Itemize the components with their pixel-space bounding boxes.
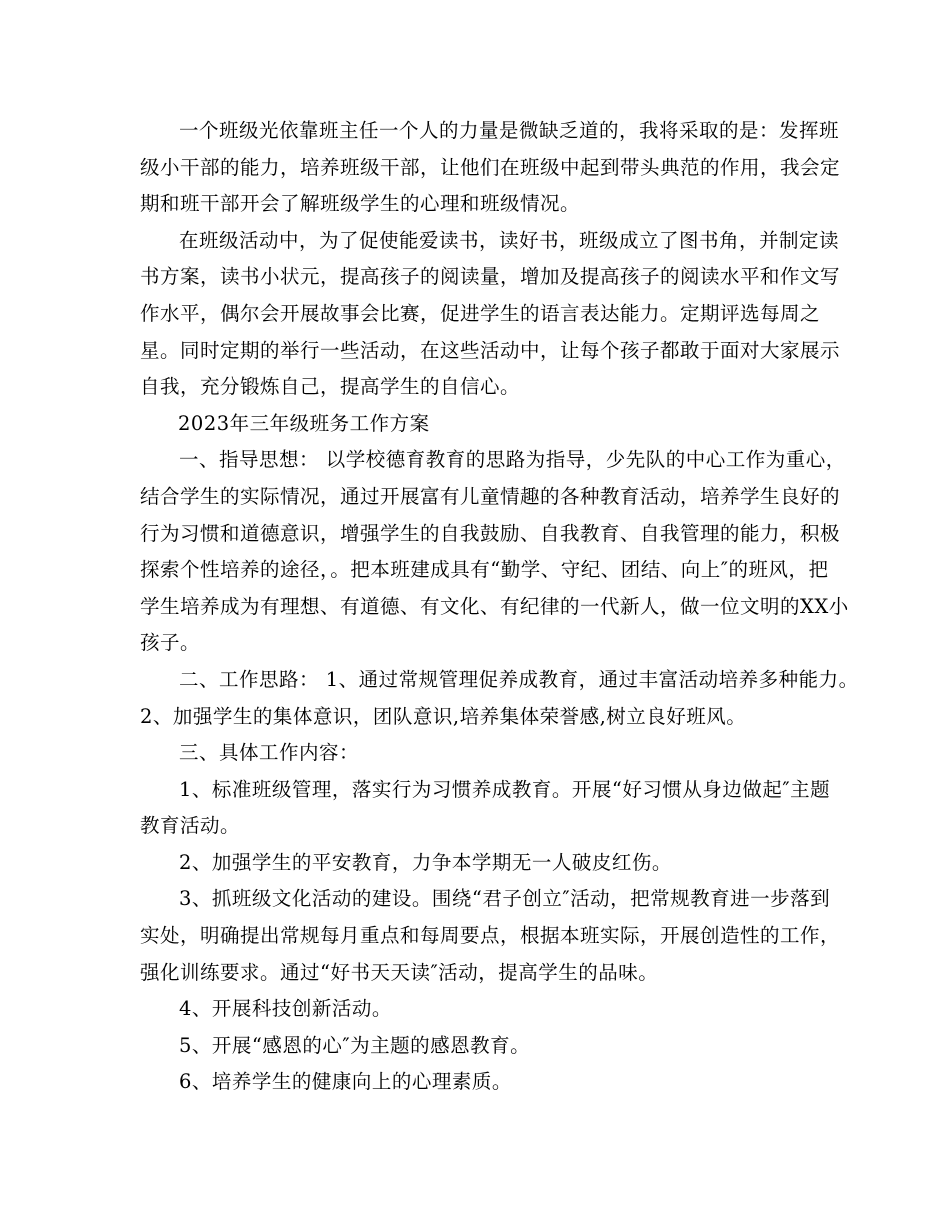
text-line: 级小干部的能力，培养班级干部，让他们在班级中起到带头典范的作用，我会定 bbox=[140, 155, 841, 179]
text-line: 5、开展“感恩的心″为主题的感恩教育。 bbox=[179, 1033, 531, 1057]
text-line: 一、指导思想： 以学校德育教育的思路为指导，少先队的中心工作为重心， bbox=[179, 448, 846, 472]
text-line: 三、具体工作内容： bbox=[179, 741, 360, 765]
paragraph-specific-content-heading bbox=[140, 735, 808, 772]
text-line: 星。同时定期的举行一些活动，在这些活动中，让每个孩子都敢于面对大家展示 bbox=[140, 338, 841, 362]
paragraph-work-ideas bbox=[140, 662, 859, 735]
text-line: 期和班干部开会了解班级学生的心理和班级情况。 bbox=[140, 192, 581, 216]
list-item-3 bbox=[140, 881, 841, 991]
text-line: 孩子。 bbox=[140, 631, 201, 655]
plan-title: 2023年三年级班务工作方案 bbox=[178, 411, 430, 435]
text-line: 6、培养学生的健康向上的心理素质。 bbox=[179, 1070, 512, 1094]
text-line: 在班级活动中，为了促使能爱读书，读好书，班级成立了图书角，并制定读 bbox=[179, 228, 840, 252]
text-line: 自我，充分锻炼自己，提高学生的自信心。 bbox=[140, 375, 521, 399]
text-line: 探索个性培养的途径，。把本班建成具有“勤学、守纪、团结、向上″的班风，把 bbox=[140, 558, 829, 582]
text-line: 二、工作思路： 1、通过常规管理促养成教育，通过丰富活动培养多种能力。 bbox=[179, 667, 859, 691]
document-body bbox=[140, 113, 859, 1101]
text-line: 实处，明确提出常规每月重点和每周要点，根据本班实际，开展创造性的工作， bbox=[140, 924, 841, 948]
list-item-5 bbox=[140, 1028, 808, 1065]
text-line: 书方案，读书小状元，提高孩子的阅读量，增加及提高孩子的阅读水平和作文写 bbox=[140, 265, 841, 289]
list-item-6 bbox=[140, 1064, 808, 1101]
text-line: 3、抓班级文化活动的建设。围绕“君子创立″活动，把常规教育进一步落到 bbox=[179, 887, 831, 911]
text-line: 2、加强学生的平安教育，力争本学期无一人破皮红伤。 bbox=[179, 850, 672, 874]
paragraph-class-activities bbox=[140, 223, 841, 406]
list-item-2 bbox=[140, 845, 808, 882]
text-line: 强化训练要求。通过“好书天天读″活动，提高学生的品味。 bbox=[140, 960, 659, 984]
text-line: 作水平，偶尔会开展故事会比赛，促进学生的语言表达能力。定期评选每周之 bbox=[140, 301, 821, 325]
list-item-4 bbox=[140, 991, 808, 1028]
text-line: 2、加强学生的集体意识，团队意识,培养集体荣誉感,树立良好班风。 bbox=[140, 704, 747, 728]
text-line: 一个班级光依靠班主任一个人的力量是微缺乏道的，我将采取的是：发挥班 bbox=[179, 119, 840, 142]
text-line: 行为习惯和道德意识，增强学生的自我鼓励、自我教育、自我管理的能力，积极 bbox=[140, 521, 841, 545]
text-line: 1、标准班级管理，落实行为习惯养成教育。开展“好习惯从身边做起″主题 bbox=[179, 777, 831, 801]
text-line: 结合学生的实际情况，通过开展富有儿童情趣的各种教育活动，培养学生良好的 bbox=[140, 484, 841, 508]
text-line: 学生培养成为有理想、有道德、有文化、有纪律的一代新人，做一位文明的XX小 bbox=[140, 594, 849, 618]
list-item-1 bbox=[140, 772, 831, 845]
paragraph-class-cadres bbox=[140, 113, 841, 223]
text-line: 4、开展科技创新活动。 bbox=[179, 997, 392, 1021]
text-line: 教育活动。 bbox=[140, 814, 241, 838]
paragraph-guiding-ideology bbox=[140, 442, 849, 662]
